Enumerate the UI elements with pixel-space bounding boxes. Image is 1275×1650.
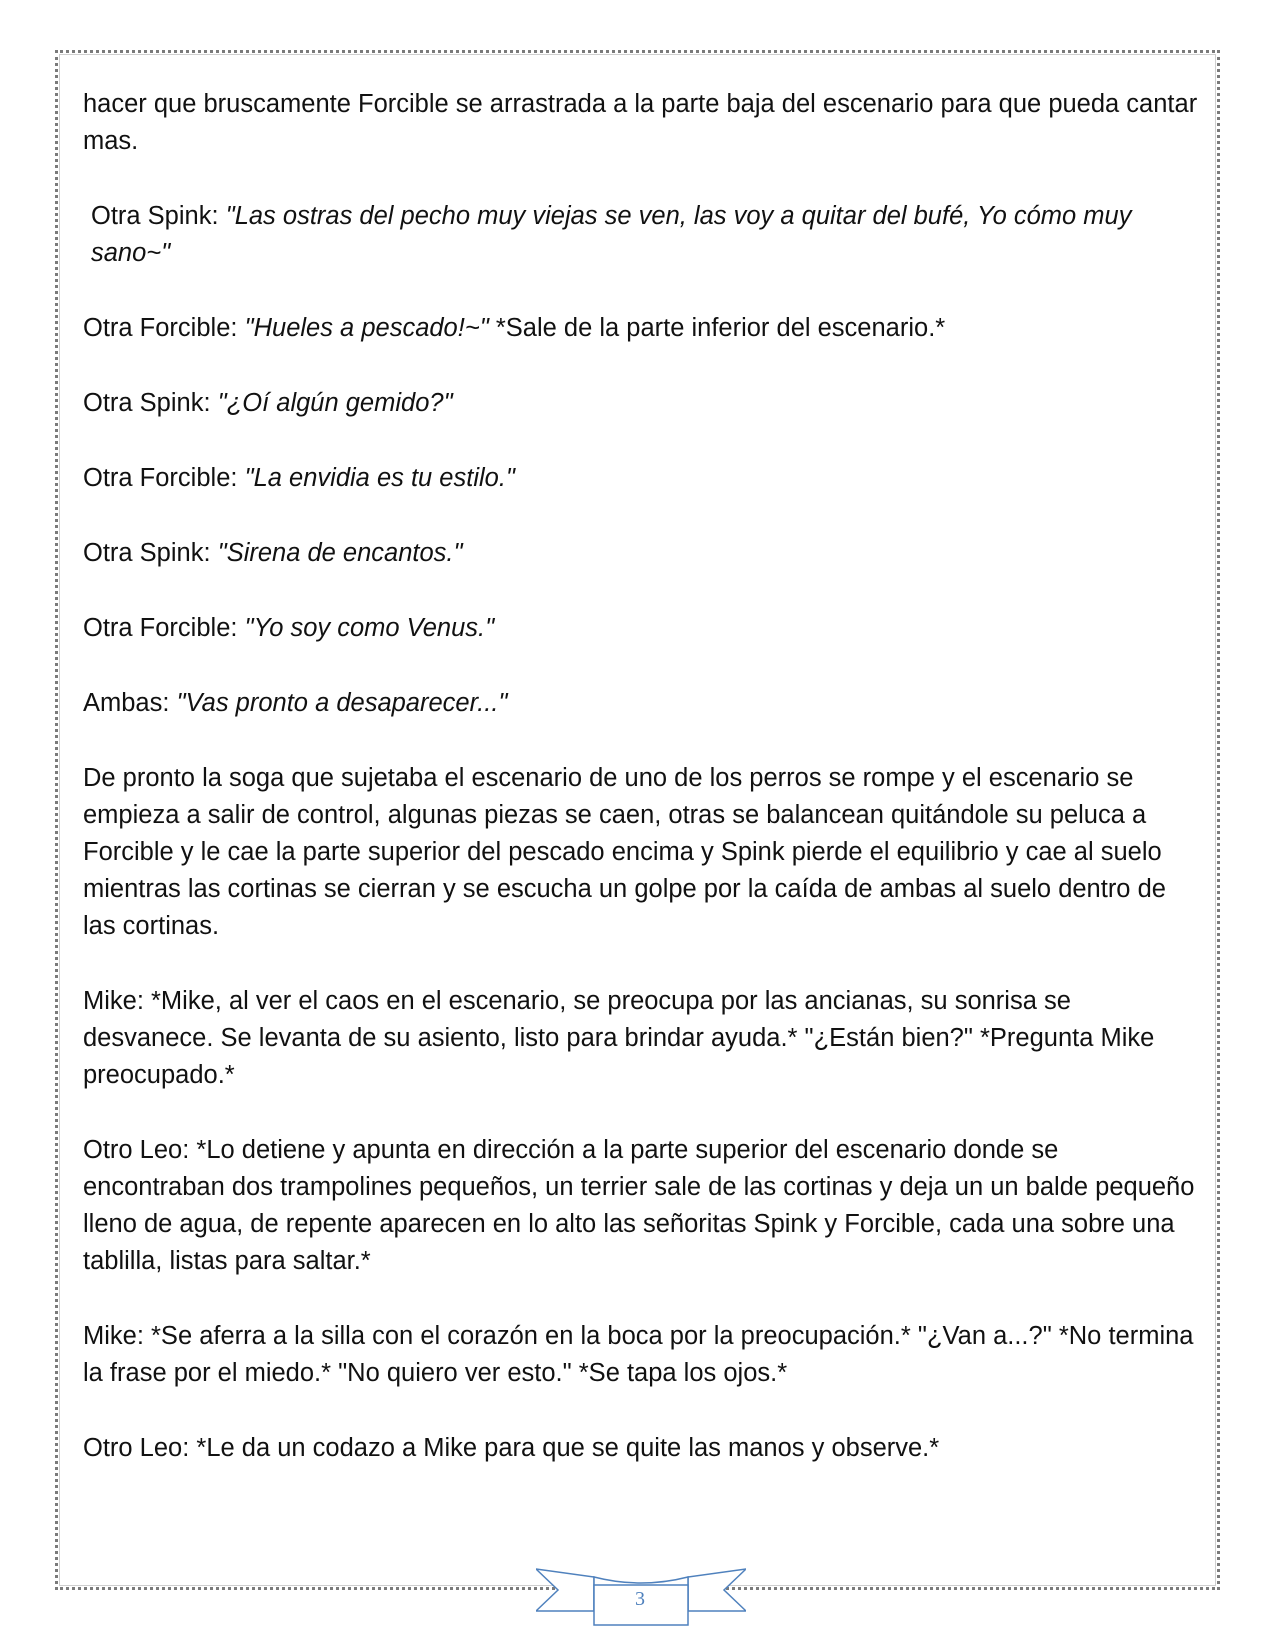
dialogue-line bbox=[83, 385, 1203, 422]
paragraph-text: Mike: *Mike, al ver el caos en el escenario, se preocupa por las ancianas, su sonrisa se desvanece. Se levanta de su asiento, listo para brindar ayuda.* "¿Están bien?" *Pregunta Mike preocupado.* bbox=[83, 987, 1155, 1089]
paragraph bbox=[83, 1318, 1203, 1392]
dialogue-quote: "La envidia es tu estilo." bbox=[244, 464, 515, 492]
page-number: 3 bbox=[635, 1588, 645, 1610]
ribbon-left-tail bbox=[536, 1569, 594, 1611]
paragraph-text: Otro Leo: *Le da un codazo a Mike para que se quite las manos y observe.* bbox=[83, 1434, 940, 1462]
dialogue-line bbox=[83, 535, 1203, 572]
paragraph bbox=[83, 983, 1203, 1094]
speaker-label: Otra Spink: bbox=[83, 389, 218, 417]
dialogue-quote: "Las ostras del pecho muy viejas se ven, las voy a quitar del bufé, Yo cómo muy sano~" bbox=[91, 202, 1132, 267]
dialogue-quote: "Yo soy como Venus." bbox=[244, 614, 495, 642]
dialogue-line bbox=[83, 685, 1203, 722]
paragraph-text: De pronto la soga que sujetaba el escenario de uno de los perros se rompe y el escenario se empieza a salir de control, algunas piezas se caen, otras se balancean quitándole su peluca a Forcible y le cae la parte superior del pescado encima y Spink pierde el equilibrio y cae al suelo mientras las cortinas se cierran y se escucha un golpe por la caída de ambas al suelo dentro de las cortinas. bbox=[83, 764, 1166, 940]
dialogue-line bbox=[83, 610, 1203, 647]
speaker-label: Otra Forcible: bbox=[83, 314, 245, 342]
dialogue-quote: "Vas pronto a desaparecer..." bbox=[176, 689, 508, 717]
paragraph bbox=[83, 1430, 1203, 1467]
dialogue-line bbox=[83, 310, 1203, 347]
dialogue-quote: "Hueles a pescado!~" bbox=[244, 314, 489, 342]
paragraph-text: hacer que bruscamente Forcible se arrastrada a la parte baja del escenario para que pueda cantar mas. bbox=[83, 90, 1198, 155]
dialogue-line bbox=[83, 460, 1203, 497]
dialogue-quote: "Sirena de encantos." bbox=[217, 539, 463, 567]
speaker-label: Otra Spink: bbox=[91, 202, 226, 230]
speaker-label: Otra Spink: bbox=[83, 539, 218, 567]
paragraph-text: Otro Leo: *Lo detiene y apunta en dirección a la parte superior del escenario donde se encontraban dos trampolines pequeños, un terrier sale de las cortinas y deja un un balde pequeño lleno de agua, de repente aparecen en lo alto las señoritas Spink y Forcible, cada una sobre una tablilla, listas para saltar.* bbox=[83, 1136, 1195, 1275]
speaker-label: Otra Forcible: bbox=[83, 614, 245, 642]
dialogue-line bbox=[83, 198, 1203, 272]
paragraph bbox=[83, 760, 1203, 945]
paragraph bbox=[83, 86, 1203, 160]
paragraph-text: Mike: *Se aferra a la silla con el corazón en la boca por la preocupación.* "¿Van a...?" *No termina la frase por el miedo.* "No quiero ver esto." *Se tapa los ojos.* bbox=[83, 1322, 1194, 1387]
speaker-label: Otra Forcible: bbox=[83, 464, 245, 492]
dialogue-quote: "¿Oí algún gemido?" bbox=[217, 389, 453, 417]
speaker-label: Ambas: bbox=[83, 689, 177, 717]
ribbon-right-tail bbox=[688, 1569, 746, 1611]
stage-direction: *Sale de la parte inferior del escenario.* bbox=[488, 314, 946, 342]
paragraph bbox=[83, 1132, 1203, 1280]
document-body bbox=[83, 86, 1203, 1505]
